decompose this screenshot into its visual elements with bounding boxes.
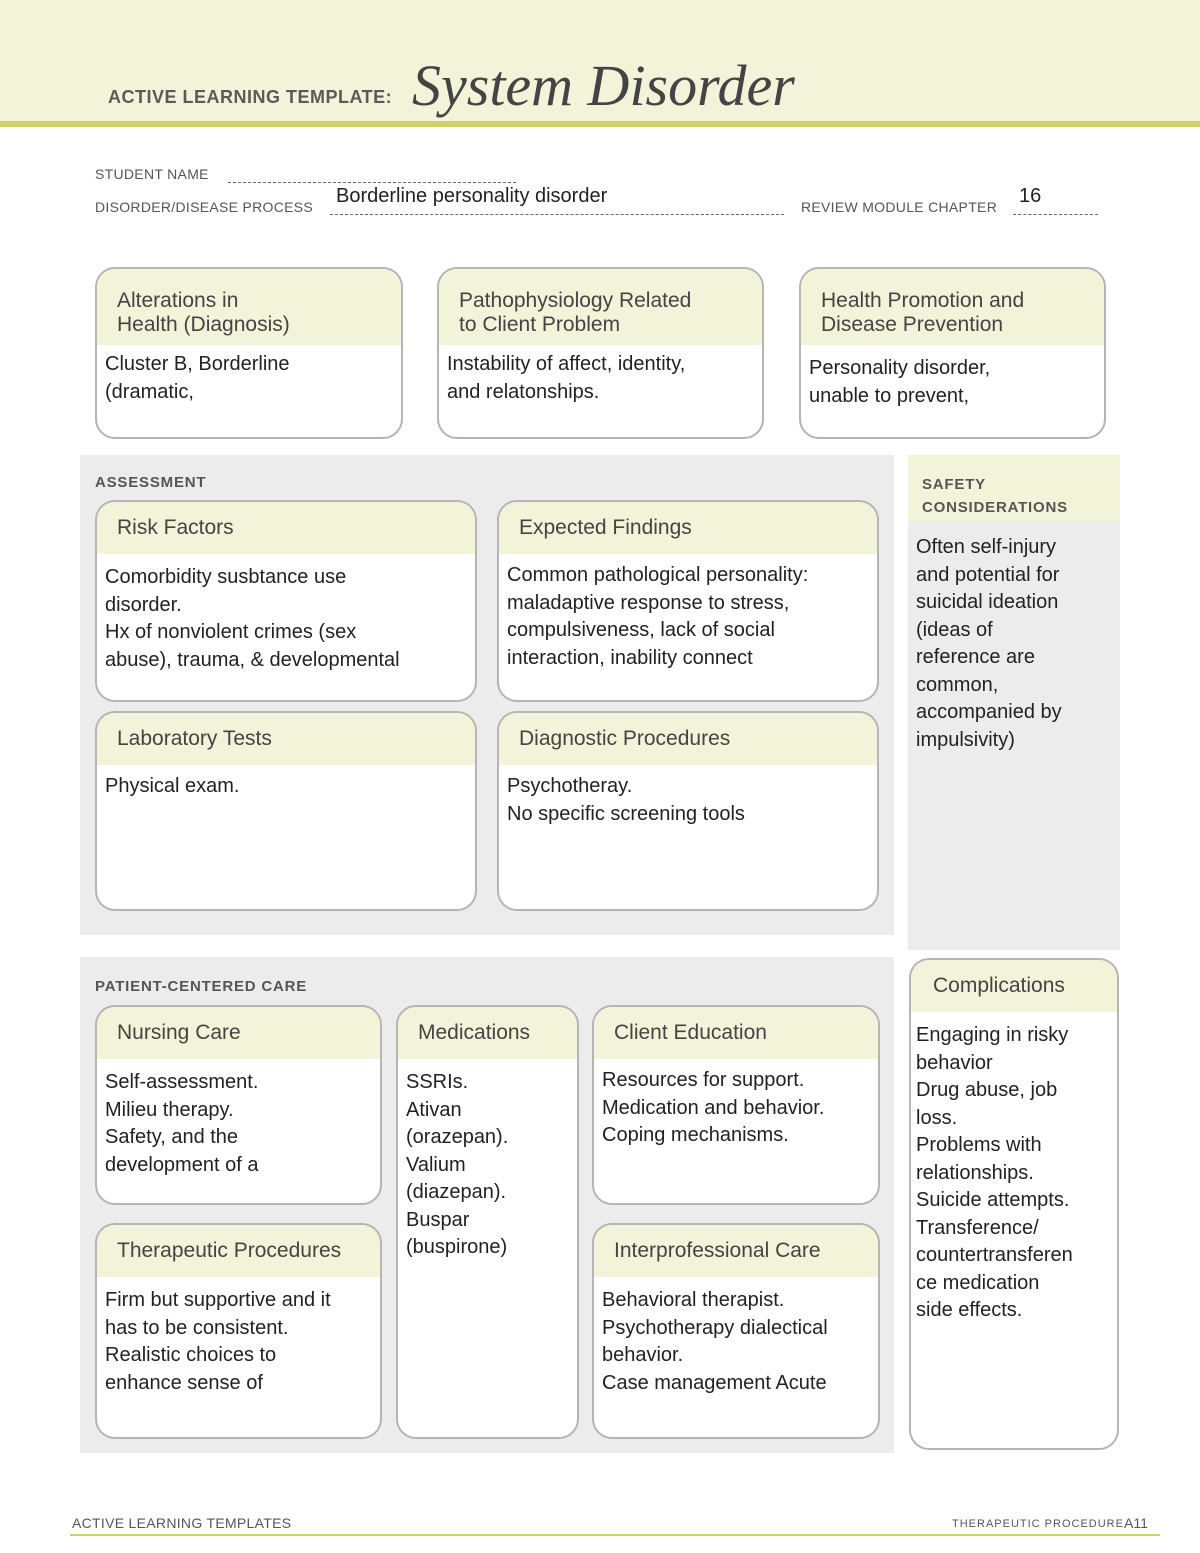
template-label: ACTIVE LEARNING TEMPLATE:	[108, 87, 393, 107]
pathophysiology-body[interactable]: Instability of affect, identity, and relatonships.	[447, 353, 686, 403]
expected-findings-body[interactable]: Common pathological personality: maladaptive response to stress, compulsiveness, lack of social interaction, inability connect	[507, 564, 809, 669]
diagnostic-procedures-body[interactable]: Psychotheray. No specific screening tools	[507, 775, 745, 825]
expected-findings-title: Expected Findings	[499, 502, 877, 554]
risk-factors-box	[95, 500, 477, 702]
health-promotion-title: Health Promotion and Disease Prevention	[801, 269, 1104, 345]
patient-care-title: PATIENT-CENTERED CARE	[95, 978, 308, 995]
interprofessional-care-box	[592, 1223, 880, 1439]
diagnostic-procedures-title: Diagnostic Procedures	[499, 713, 877, 765]
interprofessional-care-title: Interprofessional Care	[594, 1225, 878, 1277]
laboratory-tests-title: Laboratory Tests	[97, 713, 475, 765]
complications-body[interactable]: Engaging in risky behavior Drug abuse, job loss. Problems with relationships. Suicide attempts. Transference/ countertransferen ce medication side effects.	[916, 1024, 1073, 1321]
student-name-line	[228, 182, 516, 183]
disorder-field[interactable]: Borderline personality disorder	[336, 185, 608, 207]
medications-body[interactable]: SSRIs. Ativan (orazepan). Valium (diazepan). Buspar (buspirone)	[406, 1071, 509, 1258]
complications-box	[909, 958, 1119, 1450]
footer-left: ACTIVE LEARNING TEMPLATES	[72, 1515, 292, 1531]
expected-findings-box	[497, 500, 879, 702]
health-promotion-body[interactable]: Personality disorder, unable to prevent,	[809, 357, 991, 407]
pathophysiology-title: Pathophysiology Related to Client Problem	[439, 269, 762, 345]
medications-box	[396, 1005, 579, 1439]
header-rule	[0, 121, 1200, 127]
pathophysiology-box	[437, 267, 764, 439]
therapeutic-procedures-title: Therapeutic Procedures	[97, 1225, 380, 1277]
therapeutic-procedures-box	[95, 1223, 382, 1439]
medications-title: Medications	[398, 1007, 577, 1059]
health-promotion-box	[799, 267, 1106, 439]
chapter-label: REVIEW MODULE CHAPTER	[801, 199, 998, 215]
nursing-care-body[interactable]: Self-assessment. Milieu therapy. Safety, and the development of a	[105, 1071, 259, 1176]
safety-title: SAFETY CONSIDERATIONS	[922, 476, 1068, 516]
laboratory-tests-box	[95, 711, 477, 911]
laboratory-tests-body[interactable]: Physical exam.	[105, 775, 240, 797]
student-name-label: STUDENT NAME	[95, 166, 209, 182]
alterations-title: Alterations in Health (Diagnosis)	[97, 269, 401, 345]
alterations-body[interactable]: Cluster B, Borderline (dramatic,	[105, 353, 290, 403]
disorder-label: DISORDER/DISEASE PROCESS	[95, 199, 314, 215]
nursing-care-title: Nursing Care	[97, 1007, 380, 1059]
therapeutic-procedures-body[interactable]: Firm but supportive and it has to be consistent. Realistic choices to enhance sense of	[105, 1289, 331, 1394]
assessment-title: ASSESSMENT	[95, 474, 207, 491]
chapter-line	[1013, 214, 1098, 215]
complications-title: Complications	[911, 960, 1117, 1012]
diagnostic-procedures-box	[497, 711, 879, 911]
nursing-care-box	[95, 1005, 382, 1205]
risk-factors-title: Risk Factors	[97, 502, 475, 554]
footer-right: THERAPEUTIC PROCEDURE	[952, 1518, 1124, 1530]
client-education-box	[592, 1005, 880, 1205]
client-education-body[interactable]: Resources for support. Medication and behavior. Coping mechanisms.	[602, 1069, 825, 1146]
page-number: A11	[1124, 1515, 1148, 1531]
chapter-field[interactable]: 16	[1019, 185, 1042, 207]
safety-body[interactable]: Often self-injury and potential for suicidal ideation (ideas of reference are common, accompanied by impulsivity)	[916, 536, 1062, 751]
interprofessional-care-body[interactable]: Behavioral therapist. Psychotherapy dialectical behavior. Case management Acute	[602, 1289, 828, 1394]
footer-rule	[70, 1534, 1160, 1536]
risk-factors-body[interactable]: Comorbidity susbtance use disorder. Hx of nonviolent crimes (sex abuse), trauma, & developmental	[105, 566, 400, 671]
client-education-title: Client Education	[594, 1007, 878, 1059]
alterations-box	[95, 267, 403, 439]
disorder-line	[330, 214, 784, 215]
page-title: System Disorder	[412, 53, 795, 118]
